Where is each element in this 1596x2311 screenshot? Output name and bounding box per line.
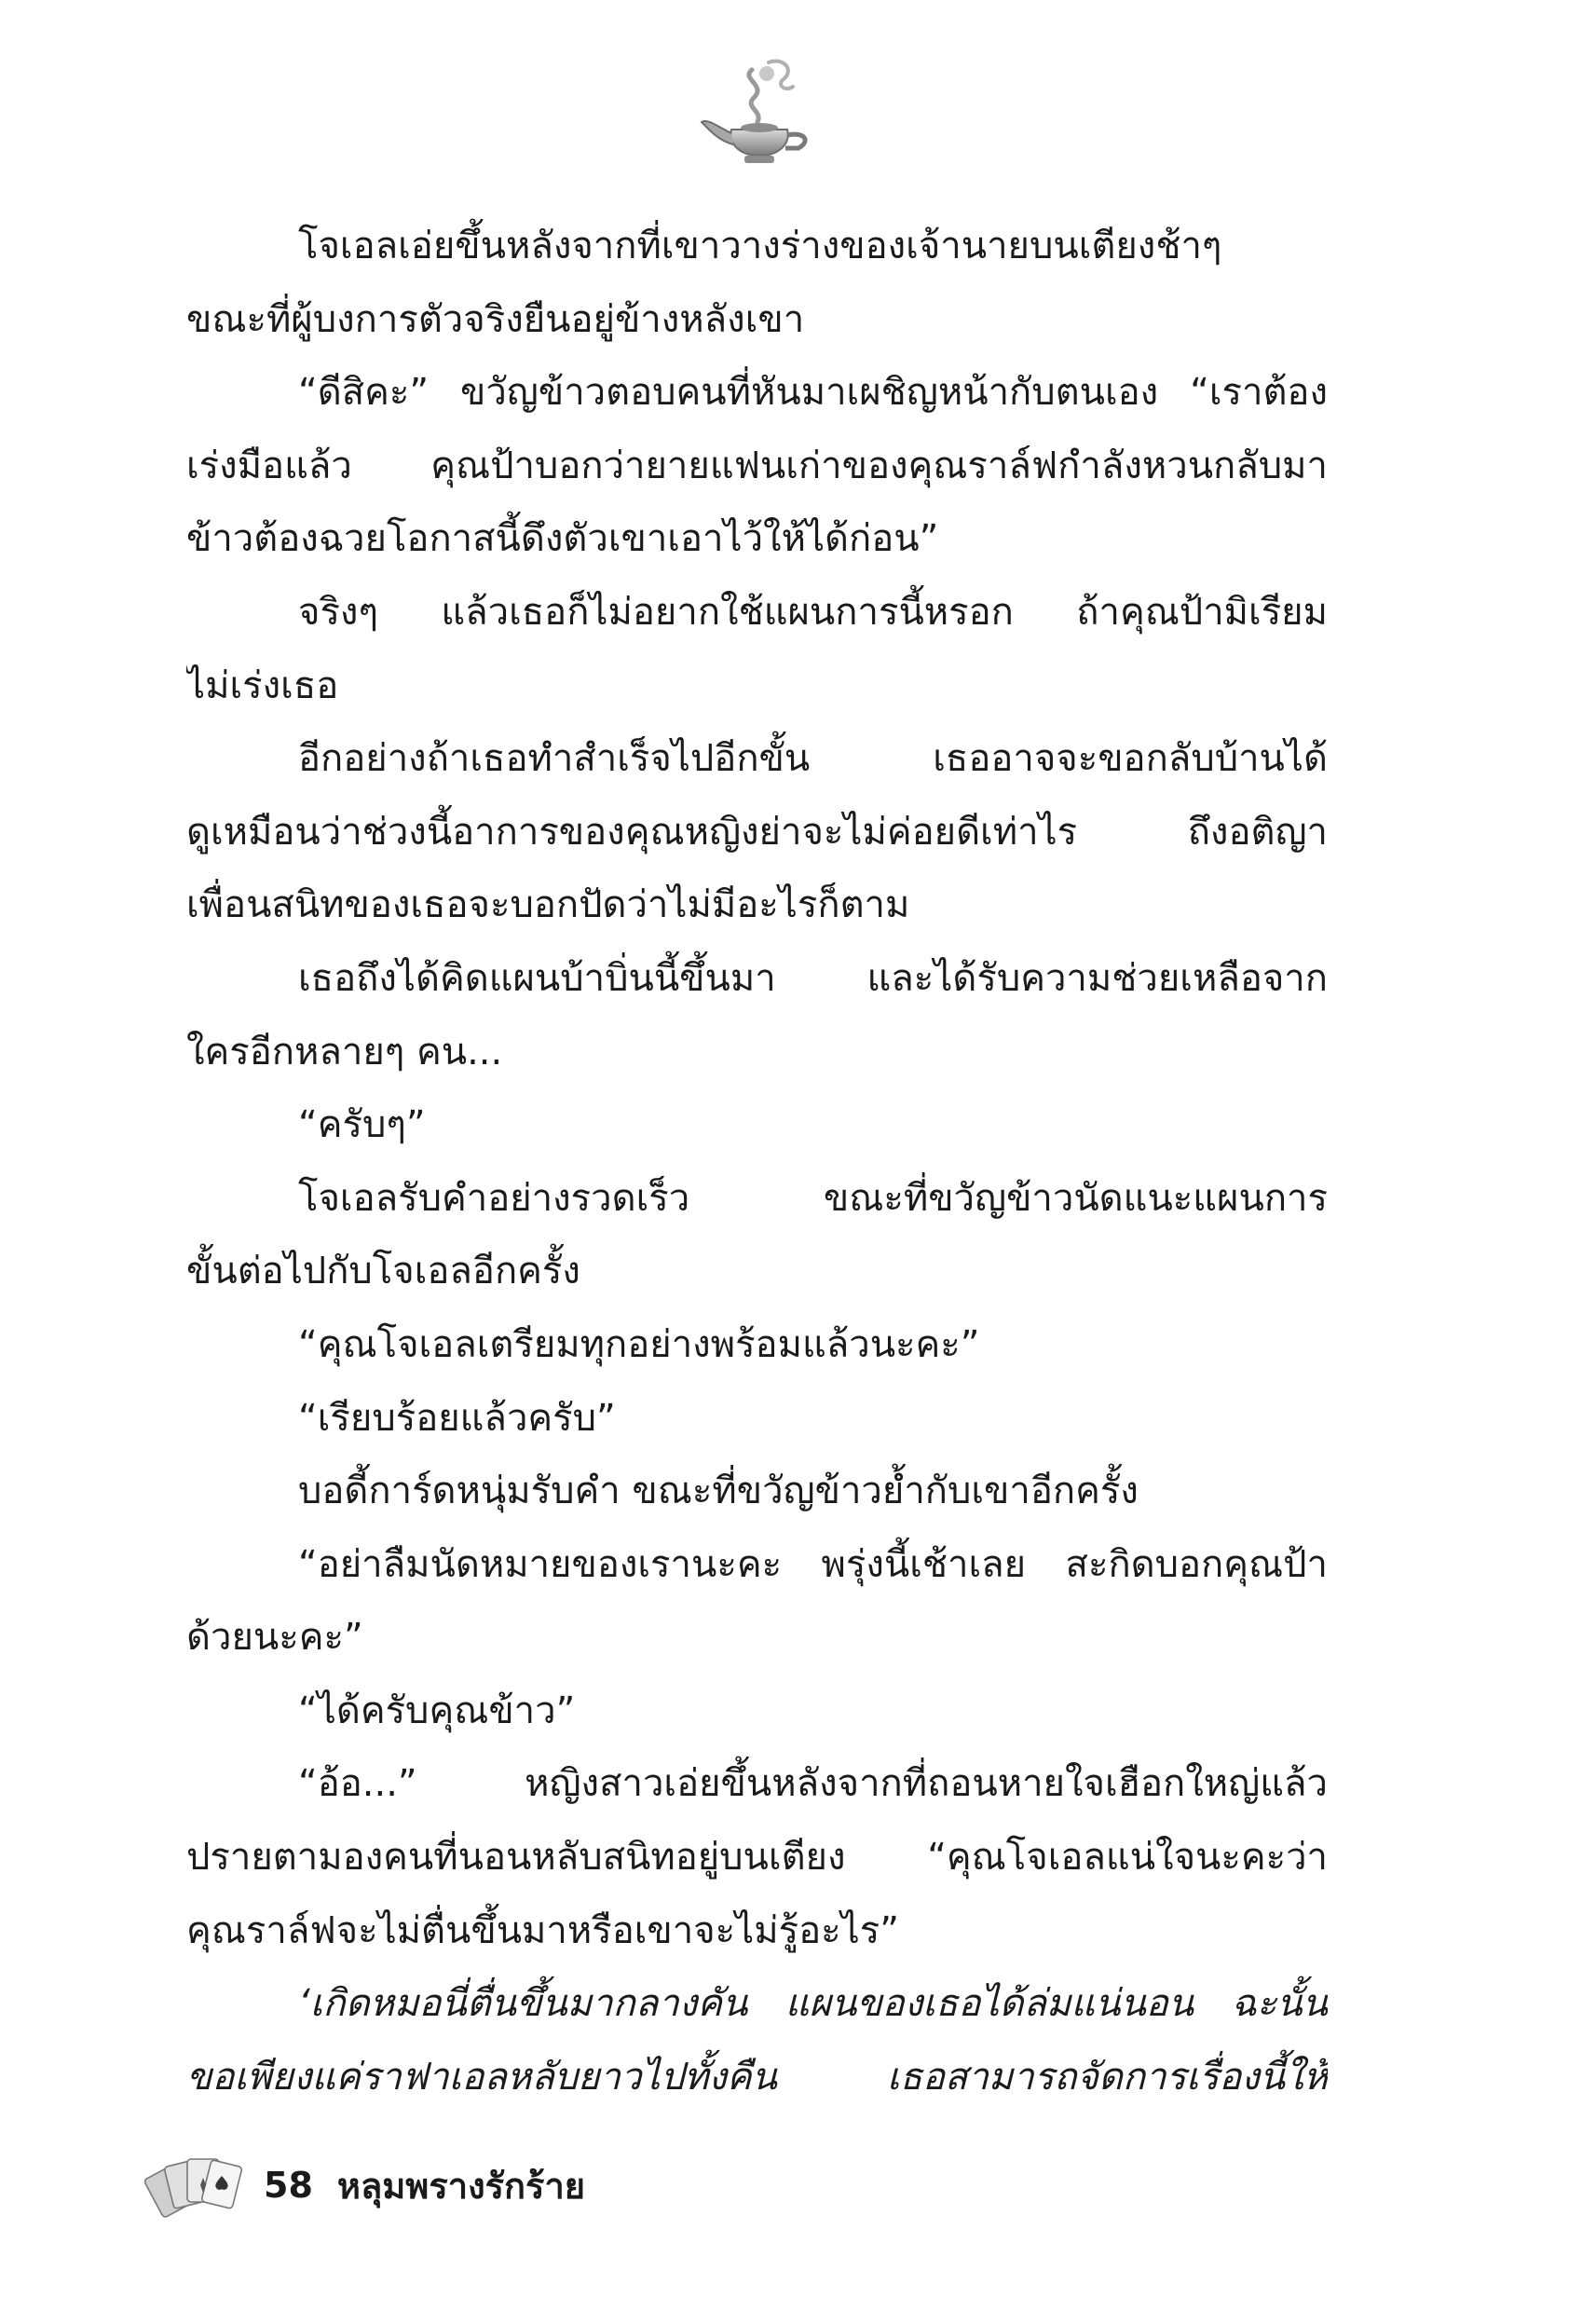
- playing-cards-icon: [144, 2148, 247, 2222]
- text-line: ‘เกิดหมอนี่ตื่นขึ้นมากลางคัน แผนของเธอได้ล่มแน่นอน ฉะนั้น: [298, 1982, 1328, 2026]
- text-line: “อ้อ...” หญิงสาวเอ่ยขึ้นหลังจากที่ถอนหายใจเฮือกใหญ่แล้ว: [298, 1762, 1328, 1806]
- text-line: ขั้นต่อไปกับโจเอลอีกครั้ง: [186, 1250, 580, 1293]
- text-line: เธอถึงได้คิดแผนบ้าบิ่นนี้ขึ้นมา และได้รับความช่วยเหลือจาก: [298, 956, 1328, 1000]
- book-title: หลุมพรางรักร้าย: [336, 2165, 586, 2207]
- page-number: 58: [264, 2165, 313, 2206]
- text-line: เพื่อนสนิทของเธอจะบอกปัดว่าไม่มีอะไรก็ตาม: [186, 883, 910, 927]
- text-line: ขณะที่ผู้บงการตัวจริงยืนอยู่ข้างหลังเขา: [186, 297, 805, 341]
- text-line: ด้วยนะคะ”: [186, 1616, 363, 1660]
- text-line: ขอเพียงแค่ราฟาเอลหลับยาวไปทั้งคืน เธอสามารถจัดการเรื่องนี้ให้: [186, 2055, 1328, 2099]
- text-line: จริงๆ แล้วเธอก็ไม่อยากใช้แผนการนี้หรอก ถ้าคุณป้ามิเรียม: [298, 590, 1328, 634]
- text-line: อีกอย่างถ้าเธอทำสำเร็จไปอีกขั้น เธออาจจะขอกลับบ้านได้: [298, 737, 1328, 781]
- text-line: “คุณโจเอลเตรียมทุกอย่างพร้อมแล้วนะคะ”: [298, 1322, 980, 1366]
- text-line: ปรายตามองคนที่นอนหลับสนิทอยู่บนเตียง “คุณโจเอลแน่ใจนะคะว่า: [186, 1836, 1328, 1880]
- text-line: “เรียบร้อยแล้วครับ”: [298, 1396, 616, 1440]
- genie-lamp-icon: [694, 51, 825, 182]
- text-line: เร่งมือแล้ว คุณป้าบอกว่ายายแฟนเก่าของคุณราล์ฟกำลังหวนกลับมา: [186, 444, 1328, 487]
- text-line: คุณราล์ฟจะไม่ตื่นขึ้นมาหรือเขาจะไม่รู้อะไร”: [186, 1908, 899, 1952]
- text-line: “ได้ครับคุณข้าว”: [298, 1689, 576, 1732]
- text-line: โจเอลรับคำอย่างรวดเร็ว ขณะที่ขวัญข้าวนัดแนะแผนการ: [298, 1176, 1328, 1220]
- text-line: ใครอีกหลายๆ คน...: [186, 1030, 503, 1073]
- text-line: ไม่เร่งเธอ: [186, 663, 339, 707]
- page-footer: [144, 2143, 585, 2227]
- text-line: “ครับๆ”: [298, 1103, 426, 1147]
- text-line: “อย่าลืมนัดหมายของเรานะคะ พรุ่งนี้เช้าเลย สะกิดบอกคุณป้า: [298, 1542, 1328, 1586]
- text-line: โจเอลเอ่ยขึ้นหลังจากที่เขาวางร่างของเจ้านายบนเตียงช้าๆ: [298, 225, 1222, 267]
- page-body-text: [186, 210, 1328, 2113]
- text-line: ดูเหมือนว่าช่วงนี้อาการของคุณหญิงย่าจะไม่ค่อยดีเท่าไร ถึงอติญา: [186, 810, 1328, 854]
- text-line: บอดี้การ์ดหนุ่มรับคำ ขณะที่ขวัญข้าวย้ำกับเขาอีกครั้ง: [298, 1470, 1139, 1513]
- text-line: “ดีสิคะ” ขวัญข้าวตอบคนที่หันมาเผชิญหน้ากับตนเอง “เราต้อง: [298, 371, 1328, 415]
- text-line: ข้าวต้องฉวยโอกาสนี้ดึงตัวเขาเอาไว้ให้ได้ก่อน”: [186, 517, 939, 561]
